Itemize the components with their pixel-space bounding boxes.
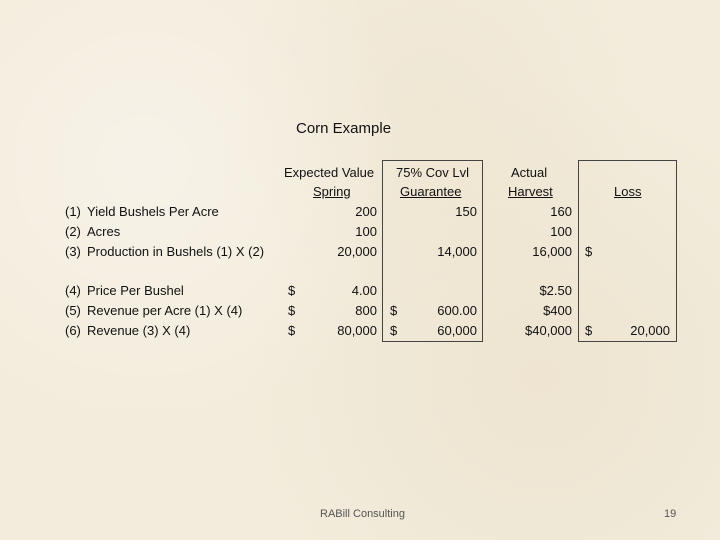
expected-value: 4.00 — [351, 283, 377, 298]
expected-currency: $ — [288, 283, 296, 298]
actual-value: 100 — [550, 224, 572, 239]
actual-header-line1: Actual — [511, 165, 548, 180]
page-number: 19 — [664, 508, 677, 520]
loss-currency: $ — [585, 244, 593, 259]
guarantee-header-line1: 75% Cov Lvl — [396, 165, 469, 180]
row-number: (1) — [65, 204, 81, 219]
expected-value: 20,000 — [337, 244, 377, 259]
guarantee-header-line2: Guarantee — [400, 184, 462, 199]
loss-currency: $ — [585, 323, 593, 338]
row-number: (4) — [65, 283, 81, 298]
expected-value: 100 — [355, 224, 377, 239]
guarantee-value: 150 — [455, 204, 477, 219]
actual-value: $400 — [543, 303, 572, 318]
loss-header: Loss — [614, 184, 642, 199]
row-number: (5) — [65, 303, 81, 318]
guarantee-value: 60,000 — [437, 323, 477, 338]
guarantee-value: 600.00 — [437, 303, 477, 318]
row-number: (2) — [65, 224, 81, 239]
row-label: Revenue (3) X (4) — [87, 323, 191, 338]
guarantee-value: 14,000 — [437, 244, 477, 259]
row-label: Price Per Bushel — [87, 283, 184, 298]
expected-value: 800 — [355, 303, 377, 318]
slide-title: Corn Example — [296, 120, 392, 137]
expected-header-line1: Expected Value — [284, 165, 375, 180]
guarantee-currency: $ — [390, 303, 398, 318]
expected-value: 200 — [355, 204, 377, 219]
row-label: Yield Bushels Per Acre — [87, 204, 219, 219]
expected-header-line2: Spring — [313, 184, 351, 199]
actual-value: $40,000 — [525, 323, 572, 338]
row-label: Production in Bushels (1) X (2) — [87, 244, 265, 259]
footer-company: RABill Consulting — [320, 508, 405, 520]
row-number: (3) — [65, 244, 81, 259]
actual-value: 160 — [550, 204, 572, 219]
row-number: (6) — [65, 323, 81, 338]
actual-value: $2.50 — [539, 283, 572, 298]
expected-value: 80,000 — [337, 323, 377, 338]
loss-value: 20,000 — [630, 323, 670, 338]
row-label: Acres — [87, 224, 121, 239]
expected-currency: $ — [288, 323, 296, 338]
actual-header-line2: Harvest — [508, 184, 553, 199]
actual-value: 16,000 — [532, 244, 572, 259]
row-label: Revenue per Acre (1) X (4) — [87, 303, 243, 318]
expected-currency: $ — [288, 303, 296, 318]
guarantee-currency: $ — [390, 323, 398, 338]
